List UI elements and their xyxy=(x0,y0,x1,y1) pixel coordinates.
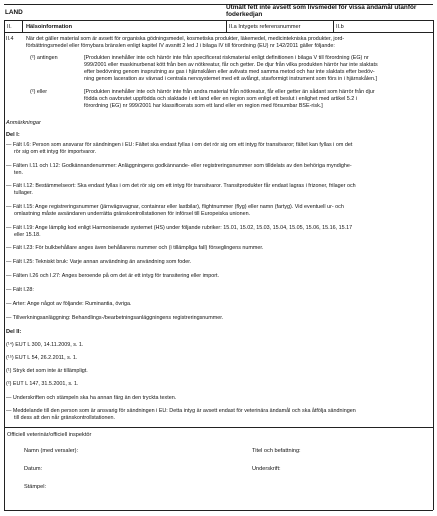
note-line: omlastning måste avsändaren underrätta gränskontrollstationen för införsel till Europeiska unionen. xyxy=(14,211,251,217)
note-line: — Tillverkningsanläggning: Behandlings-/bearbetningsanläggningens registreringsnummer. xyxy=(6,315,224,321)
note-line: ten. xyxy=(14,170,23,176)
section-title: Hälsoinformation xyxy=(26,24,72,30)
part-1-heading: Del I: xyxy=(6,132,20,138)
clause-number: II.4 xyxy=(6,36,14,42)
option-1-label: (²) antingen xyxy=(30,55,58,61)
note-line: — Arter: Ange något av följande: Ruminantia, övriga. xyxy=(6,301,132,307)
stamp-field-label: Stämpel: xyxy=(24,484,47,490)
note-line: (¹⁴) EUT L 300, 14.11.2009, s. 1. xyxy=(6,342,84,348)
document-title-line1: Utmält fett inte avsett som livsmedel för vissa ändamål utanför xyxy=(226,4,417,11)
document-title-line2: foderkedjan xyxy=(226,11,263,18)
section-divider-2 xyxy=(226,20,227,32)
notes-heading: Anmärkningar xyxy=(6,120,41,126)
note-line: — Fält I.15: Ange registreringsnummer (järnvägsvagnar, containrar eller lastbilar), flightnummer (flyg) eller namn (fartyg). Vid eventuell ur- och xyxy=(6,204,344,210)
option-1-line: [Produkten innehåller inte och härrör inte från specificerat riskmaterial enligt definitionen i bilaga V till förordning (EG) nr xyxy=(84,55,369,61)
clause-intro-line: När det gäller material som är avsett för organiska gödningsmedel, kosmetiska produkter, läkemedel, medicintekniska produkter, jord- xyxy=(26,36,345,42)
note-line: — Fält I.23: För bulkbehållare anges även behållarens nummer och (i tillämpliga fall) förseglingens nummer. xyxy=(6,245,264,251)
note-line: — Fält I.28: xyxy=(6,287,34,293)
note-line: — Fälten I.11 och I.12: Godkännandenummer: Anläggningens godkännande- eller registreringsnummer som tilldelats av den behöriga myndighe- xyxy=(6,163,352,169)
frame-left xyxy=(4,20,5,510)
country-label: LAND xyxy=(5,9,23,16)
option-2-line: förordning (EG) nr 999/2001 har klassificerats som ett land eller en region med försumbar BSE-risk.] xyxy=(84,103,323,109)
option-1-line: efter bedövning genom insprutning av gas i hjärnskålen eller avlivats med samma metod och har inte slaktats efter bedöv- xyxy=(84,69,375,75)
note-line: — Fält I.19: Ange lämplig kod enligt Harmoniserade systemet (HS) under följande rubriker: 15.01, 15.02, 15.03, 15.04, 15.05, 15.06, 15.16, 15.17 xyxy=(6,225,353,231)
section-divider-1 xyxy=(22,20,23,32)
option-2-line: [Produkten innehåller inte och härrör inte från andra material från nötkreatur, får eller getter än sådant som härrör från djur xyxy=(84,89,375,95)
note-line: rör sig om ett intyg för importvaror. xyxy=(14,149,97,155)
note-line: (¹) Stryk det som inte är tillämpligt. xyxy=(6,368,88,374)
note-line: — Underskriften och stämpeln ska ha annan färg än den tryckta texten. xyxy=(6,395,177,401)
signature-block-rule xyxy=(4,427,433,428)
option-1-line: ning genom laceration av vävnad i centrala nervsystemet med ett avlångt, stavformigt instrument som förs in i hjärnskålen.] xyxy=(84,76,378,82)
note-line: till dess att den når gränskontrollstationen. xyxy=(14,415,115,421)
note-line: — Fält I.6: Person som ansvarar för sändningen i EU: Fältet ska endast fyllas i om det rör sig om ett intyg för transitvaror; fältet kan fyllas i om det xyxy=(6,142,353,148)
part-2-heading: Del II: xyxy=(6,329,22,335)
option-2-label: (²) eller xyxy=(30,89,48,95)
section-iib-label: II.b xyxy=(336,24,344,30)
date-field-label: Datum: xyxy=(24,466,43,472)
section-row-rule xyxy=(4,32,433,33)
frame-right xyxy=(433,20,434,510)
clause-intro-line: förbättringsmedel eller förnybara bränslen enligt kapitel IV avsnitt 2 led J i bilaga IV till förordning (EU) nr 142/2011 gäller följande: xyxy=(26,43,335,49)
frame-top xyxy=(4,20,433,21)
option-1-line: 999/2001 eller maskinurbenat kött från ben av nötkreatur, får och getter. De djur från vilka produkten härrör har inte slaktats xyxy=(84,62,378,68)
note-line: tullager. xyxy=(14,190,33,196)
note-line: — Fält I.12: Bestämmelseort: Ska endast fyllas i om det rör sig om ett intyg för transitvaror. Transitprodukter får endast lagras i frizoner, frilager och xyxy=(6,183,356,189)
note-line: — Meddelande till den person som är ansvarig för sändningen i EU: Detta intyg är avsett endast för veterinära ändamål och ska åtfölja sändningen xyxy=(6,408,356,414)
signature-field-label: Underskrift: xyxy=(252,466,281,472)
note-line: — Fälten I.26 och I.27: Anges beroende på om det är ett intyg för transitering eller import. xyxy=(6,273,220,279)
signature-block-heading: Officiell veterinär/officiell inspektör xyxy=(7,432,92,438)
section-divider-3 xyxy=(333,20,334,32)
certificate-reference-label: II.a Intygets referensnummer xyxy=(229,24,301,30)
note-line: — Fält I.25: Tekniskt bruk: Varje annan användning än användning som foder. xyxy=(6,259,192,265)
section-number: II. xyxy=(7,24,12,30)
note-line: (¹⁵) EUT L 54, 26.2.2011, s. 1. xyxy=(6,355,78,361)
title-field-label: Titel och befattning: xyxy=(252,448,301,454)
frame-bottom xyxy=(4,510,433,511)
option-2-line: födda och oavbrutet uppfödda och slaktade i ett land eller en region som enligt ett beslut i enlighet med artikel 5.2 i xyxy=(84,96,357,102)
note-line: eller 15.18. xyxy=(14,232,41,238)
name-field-label: Namn (med versaler): xyxy=(24,448,79,454)
note-line: (²) EUT L 147, 31.5.2001, s. 1. xyxy=(6,381,79,387)
